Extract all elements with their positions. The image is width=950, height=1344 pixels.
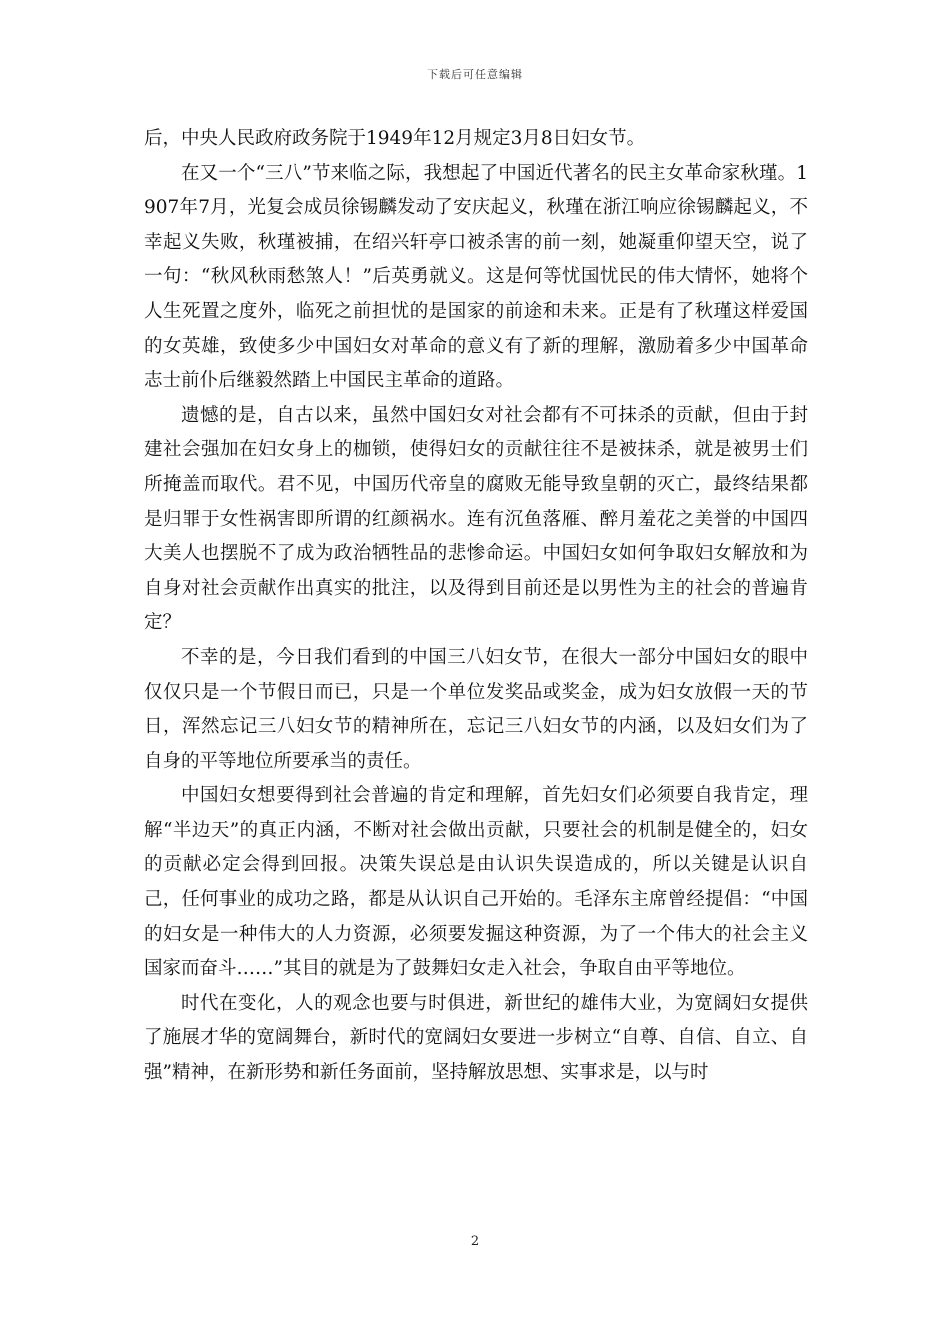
- paragraph-qiu-jin: 在又一个“三八”节来临之际，我想起了中国近代著名的民主女革命家秋瑾。1907年7月，光复会成员徐锡麟发动了安庆起义，秋瑾在浙江响应徐锡麟起义，不幸起义失败，秋瑾被捕，在绍兴轩亭口被杀害的前一刻，她凝重仰望天空，说了一句：“秋风秋雨愁煞人！”后英勇就义。这是何等忧国忧民的伟大情怀，她将个人生死置之度外，临死之前担忧的是国家的前途和未来。正是有了秋瑾这样爱国的女英雄，致使多少中国妇女对革命的意义有了新的理解，激励着多少中国革命志士前仆后继毅然踏上中国民主革命的道路。: [144, 162, 808, 392]
- page-number: 2: [470, 1234, 480, 1249]
- paragraph-regret: 遗憾的是，自古以来，虽然中国妇女对社会都有不可抹杀的贡献，但由于封建社会强加在妇女身上的枷锁，使得妇女的贡献往往不是被抹杀，就是被男士们所掩盖而取代。君不见，中国历代帝皇的腐败无能导致皇朝的灭亡，最终结果都是归罪于女性祸害即所谓的红颜祸水。连有沉鱼落雁、醉月羞花之美誉的中国四大美人也摆脱不了成为政治牺牲品的悲惨命运。中国妇女如何争取妇女解放和为自身对社会贡献作出真实的批注，以及得到目前还是以男性为主的社会的普遍肯定？: [144, 404, 808, 634]
- paragraph-times-change: 时代在变化，人的观念也要与时俱进，新世纪的雄伟大业，为宽阔妇女提供了施展才华的宽阔舞台，新时代的宽阔妇女要进一步树立“自尊、自信、自立、自强”精神，在新形势和新任务面前，坚持解放思想、实事求是，以与时: [144, 992, 808, 1084]
- document-body: [144, 122, 808, 1091]
- paragraph-continuation: 后，中央人民政府政务院于1949年12月规定3月8日妇女节。: [144, 128, 646, 149]
- paragraph-self-affirmation: 中国妇女想要得到社会普遍的肯定和理解，首先妇女们必须要自我肯定，理解“半边天”的真正内涵，不断对社会做出贡献，只要社会的机制是健全的，妇女的贡献必定会得到回报。决策失误总是由认识失误造成的，所以关键是认识自己，任何事业的成功之路，都是从认识自己开始的。毛泽东主席曾经提倡：“中国的妇女是一种伟大的人力资源，必须要发掘这种资源，为了一个伟大的社会主义国家而奋斗……”其目的就是为了鼓舞妇女走入社会，争取自由平等地位。: [144, 785, 808, 980]
- paragraph-misfortune: 不幸的是，今日我们看到的中国三八妇女节，在很大一部分中国妇女的眼中仅仅只是一个节假日而已，只是一个单位发奖品或奖金，成为妇女放假一天的节日，浑然忘记三八妇女节的精神所在，忘记三八妇女节的内涵，以及妇女们为了自身的平等地位所要承当的责任。: [144, 646, 808, 772]
- page-header-note: 下载后可任意编辑: [427, 68, 523, 81]
